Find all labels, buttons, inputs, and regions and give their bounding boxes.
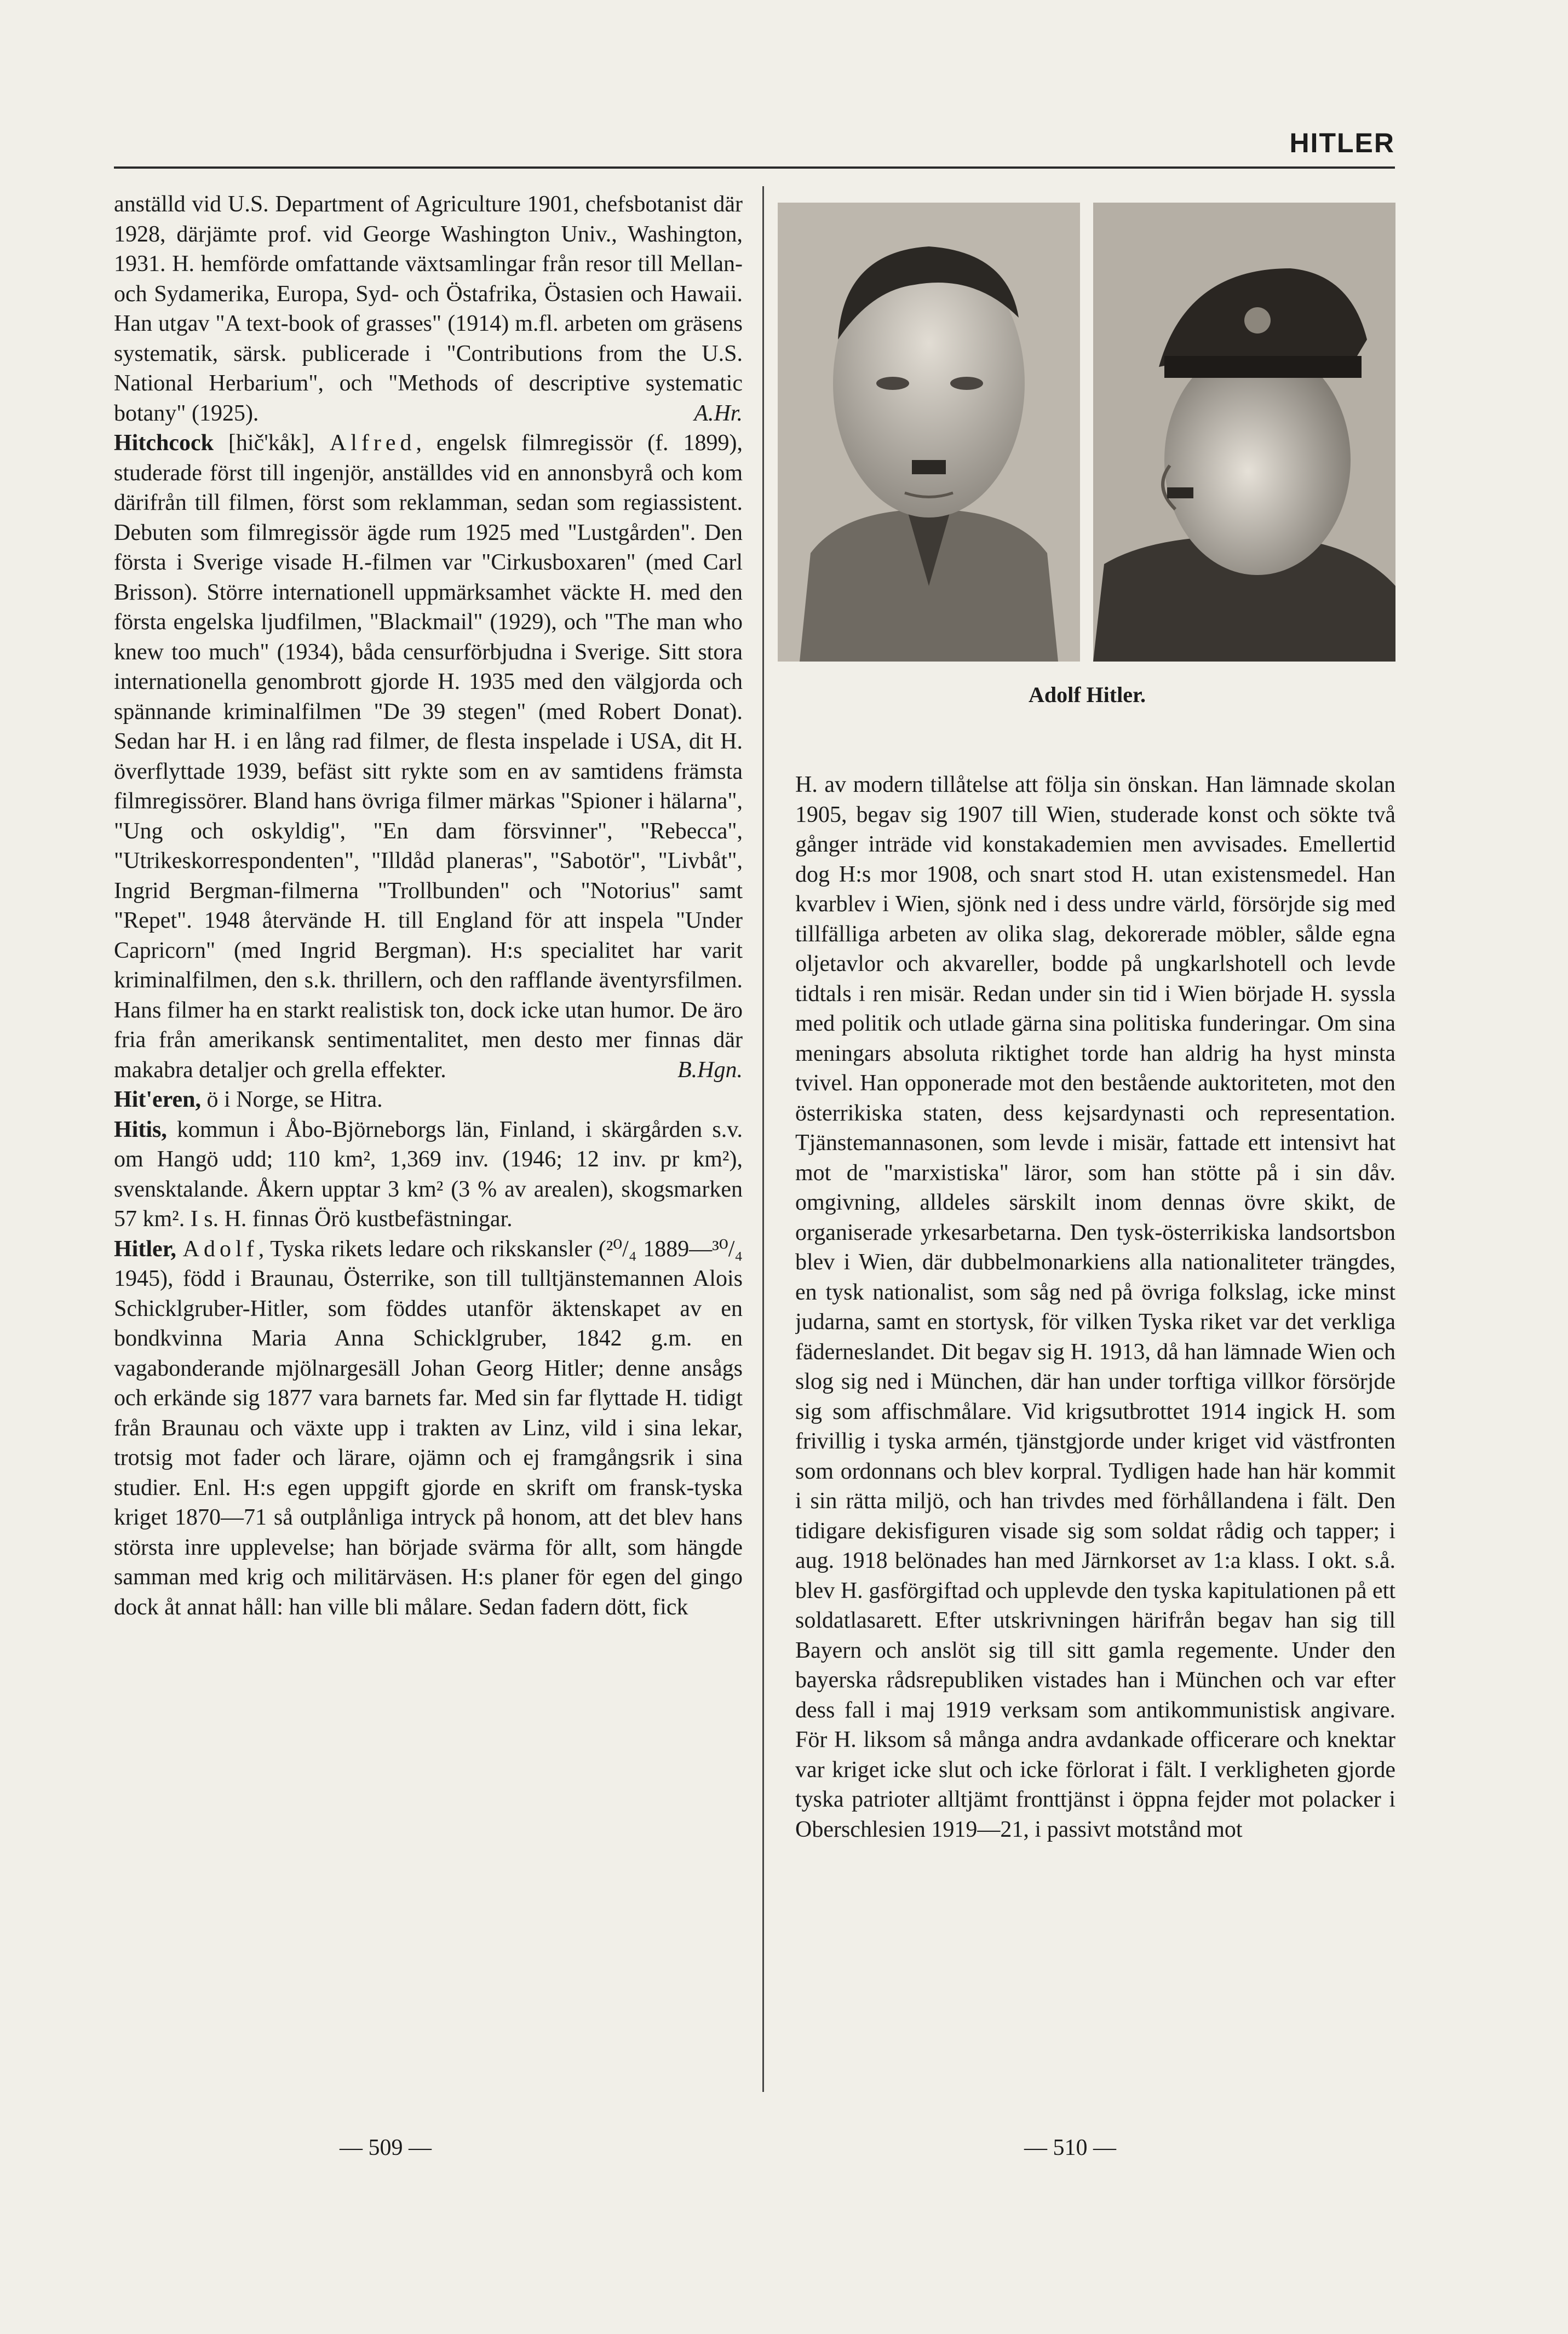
entry-hitis <box>114 1115 743 1234</box>
entry-hitchcock-alfred <box>114 428 743 1085</box>
author-signature: A.Hr. <box>694 400 743 426</box>
photo-caption: Adolf Hitler. <box>1028 682 1146 707</box>
entry-text: , Tyska rikets ledare och rikskansler (²⁰/₄ 1889—³⁰/₄ 1945), född i Braunau, Österrike, son till tulltjänstemannen Alois Schicklgruber-Hitler, som föddes utanför äktenskapet av en bondkvinna Maria Anna Schicklgruber, 1842 g.m. en vagabonderande mjölnargesäll Johan Georg Hitler; denne ansågs och erkände sig 1877 vara barnets far. Med sin far flyttade H. tidigt från Braunau och växte upp i trakten av Linz, vild i sina lekar, trotsig mot fader och lärare, ojämn och ej framgångsrik i sina studier. Enl. H:s egen uppgift gjorde en skrift om fransk-tyska kriget 1870—71 så outplånliga intryck på honom, att det blev hans största inre upplevelse; han började svärma för allt, som hängde samman med krig och militärväsen. H:s planer för egen del gingo dock åt annat håll: han ville bli målare. Sedan fadern dött, fick <box>114 1236 743 1620</box>
portrait-photos <box>778 203 1397 663</box>
portrait-profile-photo <box>1093 203 1395 662</box>
entry-text: anställd vid U.S. Department of Agriculture 1901, chefsbotanist där 1928, därjämte prof. vid George Washington Univ., Washington, 1931. H. hemförde omfattande växtsamlingar från resor till Mellan- och Sydamerika, Europa, Syd- och Östafrika, Östasien och Hawaii. Han utgav "A text-book of grasses" (1914) m.fl. arbeten om gräsens systematik, särsk. publicerade i "Contributions from the U.S. National Herbarium", och "Methods of descriptive systematic botany" (1925). <box>114 192 743 426</box>
pronunciation: [hič'kåk], <box>213 430 330 456</box>
given-name: Adolf <box>182 1236 259 1262</box>
right-column <box>795 770 1395 2095</box>
headword: Hit'eren, <box>114 1087 202 1112</box>
column-divider <box>762 186 764 2092</box>
page-number-right: — 510 — <box>1024 2135 1116 2160</box>
entry-text: kommun i Åbo-Björneborgs län, Finland, i skärgården s.v. om Hangö udd; 110 km², 1,369 inv. (1946; 12 inv. pr km²), svensktalande. Åkern upptar 3 km² (3 % av arealen), skogsmarken 57 km². I s. H. finnas Örö kustbefästningar. <box>114 1117 743 1232</box>
entry-text: , engelsk filmregissör (f. 1899), studerade först till ingenjör, anställdes vid en annonsbyrå och kom därifrån till filmen, först som reklamman, sedan som regiassistent. Debuten som filmregissör ägde rum 1925 med "Lustgården". Den första i Sverige visade H.-filmen var "Cirkusboxaren" (med Carl Brisson). Större internationell uppmärksamhet väckte H. med den första engelska ljudfilmen, "Blackmail" (1929), och "The man who knew too much" (1934), båda censurförbjudna i Sverige. Sitt stora internationella genombrott gjorde H. 1935 med den välgjorda och spännande kriminalfilmen "De 39 stegen" (med Robert Donat). Sedan har H. i en lång rad filmer, de flesta inspelade i USA, dit H. överflyttade 1939, befäst sitt rykte som en av samtidens främsta filmregissörer. Bland hans övriga filmer märkas "Spioner i hälarna", "Ung och oskyldig", "En dam försvinner", "Rebecca", "Utrikeskorrespondenten", "Illdåd planeras", "Sabotör", "Livbåt", Ingrid Bergman-filmerna "Trollbunden" och "Notorius" samt "Repet". 1948 återvände H. till England för att inspela "Under Capricorn" (med Ingrid Bergman). H:s specialitet har varit kriminalfilmen, den s.k. thrillern, och den rafflande äventyrsfilmen. Hans filmer ha en starkt realistisk ton, dock icke utan humor. De äro fria från amerikansk sentimentalitet, men desto mer finnas där makabra detaljer och grella effekter. <box>114 430 743 1083</box>
portrait-front-photo <box>778 203 1080 662</box>
entry-hiteren <box>114 1085 743 1115</box>
running-head: HITLER <box>1289 128 1395 158</box>
entry-text: ö i Norge, se Hitra. <box>201 1087 383 1112</box>
given-name: Alfred <box>329 430 416 456</box>
header-rule <box>114 166 1395 169</box>
entry-hitler <box>114 1234 743 1623</box>
author-signature: B.Hgn. <box>677 1057 743 1083</box>
page-number-left: — 509 — <box>340 2135 432 2160</box>
entry-hitler-continued: H. av modern tillåtelse att följa sin önskan. Han lämnade skolan 1905, begav sig 1907 till Wien, studerade konst och sökte två gånger inträde vid konstakademien men avvisades. Emellertid dog H:s mor 1908, och snart stod H. utan existensmedel. Han kvarblev i Wien, sjönk ned i dess undre värld, försörjde sig med tillfälliga arbeten av olika slag, dekorerade möbler, sålde egna oljetavlor och akvareller, bodde på ungkarlshotell och levde tidtals i ren misär. Redan under sin tid i Wien började H. syssla med politik och utlade gärna sina politiska funderingar. Om sina meningars absoluta riktighet torde han aldrig ha hyst minsta tvivel. Han opponerade mot den bestående auktoriteten, mot den österrikiska staten, dess kejsardynasti och representation. Tjänstemannasonen, som levde i misär, fattade ett intensivt hat mot de "marxistiska" läror, som han stötte på i sin dåv. omgivning, alldeles särskilt inom dennas övre skikt, de organiserade yrkesarbetarna. Den tysk-österrikiska landsortsbon blev i Wien, där dubbelmonarkiens alla nationaliteter trängdes, en tysk nationalist, som såg ned på övriga folkslag, icke minst judarna, samt en stortysk, för vilken Tyska riket var det verkliga fäderneslandet. Dit begav sig H. 1913, då han lämnade Wien och slog sig ned i München, där han under torftiga villkor försörjde sig som affischmålare. Vid krigsutbrottet 1914 ingick H. som frivillig i tyska armén, tjänstgjorde under kriget vid västfronten som ordonnans och blev korpral. Tydligen hade han här kommit i sin rätta miljö, och han trivdes med förhållandena i fält. Den tidigare dekisfiguren visade sig som soldat rådig och tapper; i aug. 1918 belönades han med Järnkorset av 1:a klass. I okt. s.å. blev H. gasförgiftad och upplevde den tyska kapitulationen på ett soldatlasarett. Efter utskrivningen härifrån begav han sig till Bayern och anslöt sig till sitt gamla regemente. Under den bayerska rådsrepubliken vistades han i München och var efter dess fall i maj 1919 verksam som antikommunistisk angivare. För H. liksom så många andra avdankade officerare och knektar var kriget icke slut och icke förlorat i fält. I verkligheten gjorde tyska patrioter alltjämt fronttjänst i öppna fejder mot polacker i Oberschlesien 1919—21, i passivt motstånd mot <box>795 772 1395 1842</box>
left-column <box>114 189 743 2095</box>
entry-hitchcock-a-continued <box>114 189 743 428</box>
headword: Hitchcock <box>114 430 214 456</box>
headword: Hitler, <box>114 1236 176 1262</box>
headword: Hitis, <box>114 1117 167 1142</box>
